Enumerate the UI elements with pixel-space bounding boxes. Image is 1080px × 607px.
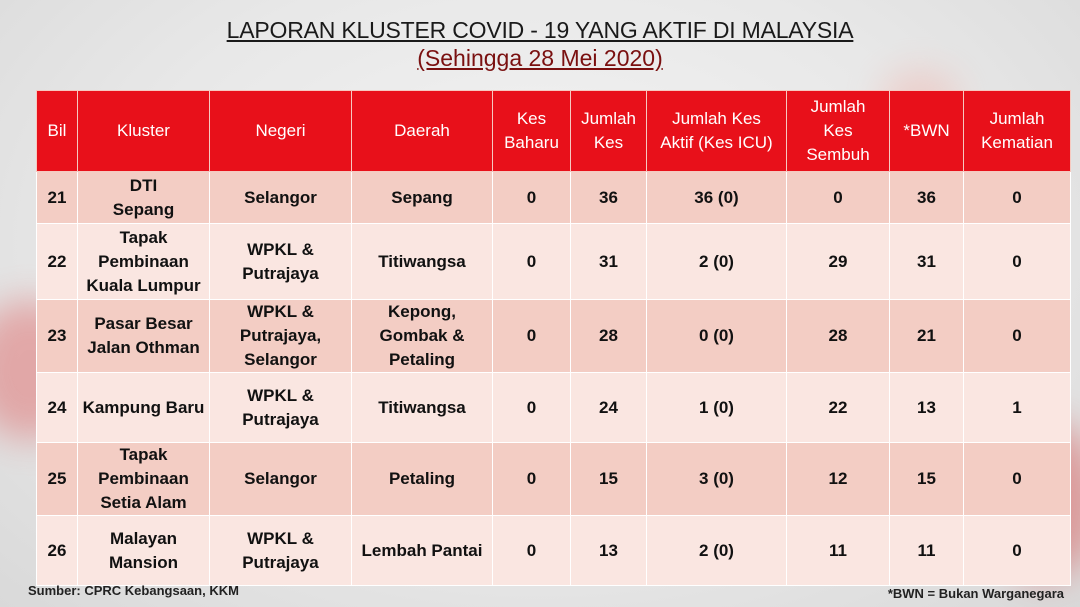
cell-line: Jalan Othman (87, 338, 200, 357)
col-header-negeri: Negeri (210, 91, 352, 172)
cell-line: Selangor (244, 350, 317, 369)
table-row (37, 443, 1071, 516)
cell-line: Lembah Pantai (361, 540, 483, 560)
cell-daerah (352, 300, 493, 373)
header-line: Jumlah (581, 109, 636, 128)
table-header-row (37, 91, 1071, 172)
cell-bil: 25 (37, 443, 78, 516)
cell-line: Kepong, (388, 302, 456, 321)
cell-jumlah-kes: 13 (571, 516, 647, 586)
header-line: Kematian (981, 133, 1053, 152)
col-header-jumlah-kes-sembuh (787, 91, 890, 172)
cell-jumlah-kes: 15 (571, 443, 647, 516)
cell-jumlah-kematian: 0 (964, 224, 1071, 300)
cell-negeri (210, 516, 352, 586)
cell-bwn: 15 (890, 443, 964, 516)
cell-bil: 26 (37, 516, 78, 586)
col-header-jumlah-kes-aktif (647, 91, 787, 172)
cell-daerah (352, 516, 493, 586)
table-row (37, 172, 1071, 224)
cell-line: Tapak (119, 445, 168, 464)
col-header-jumlah-kematian (964, 91, 1071, 172)
cell-line: Gombak & (379, 326, 465, 345)
cell-daerah (352, 172, 493, 224)
cell-jumlah-kematian: 1 (964, 373, 1071, 443)
cell-negeri (210, 224, 352, 300)
cell-line: Malayan (109, 528, 178, 548)
bwn-footnote: *BWN = Bukan Warganegara (887, 586, 1064, 601)
cell-kes-baharu: 0 (493, 300, 571, 373)
header-line: Jumlah (810, 97, 866, 116)
cell-line: Selangor (244, 469, 317, 488)
cell-jumlah-kes-aktif: 1 (0) (647, 373, 787, 443)
cell-bwn: 13 (890, 373, 964, 443)
cell-line: Putrajaya (242, 552, 319, 572)
cell-jumlah-kematian: 0 (964, 172, 1071, 224)
cell-bwn: 11 (890, 516, 964, 586)
header-line: Kes (516, 109, 547, 128)
header-line: Jumlah Kes (672, 109, 761, 128)
table-row (37, 300, 1071, 373)
cell-jumlah-kes-sembuh: 28 (787, 300, 890, 373)
cell-bil: 23 (37, 300, 78, 373)
cell-line: Sepang (391, 187, 453, 207)
cell-kluster (78, 224, 210, 300)
cell-jumlah-kes-aktif: 2 (0) (647, 516, 787, 586)
cell-jumlah-kes-sembuh: 29 (787, 224, 890, 300)
cell-line: Selangor (244, 187, 317, 207)
cell-jumlah-kes-aktif: 36 (0) (647, 172, 787, 224)
table-body (37, 172, 1071, 586)
cell-line: Titiwangsa (378, 251, 466, 271)
cell-jumlah-kematian: 0 (964, 516, 1071, 586)
cell-negeri (210, 172, 352, 224)
cell-kes-baharu: 0 (493, 224, 571, 300)
table-row (37, 224, 1071, 300)
table-row (37, 373, 1071, 443)
cell-kluster (78, 373, 210, 443)
table-row (37, 516, 1071, 586)
cell-line: Pembinaan (98, 469, 189, 488)
cell-line: Putrajaya (242, 263, 319, 283)
header-line: Baharu (504, 133, 559, 152)
col-header-kluster: Kluster (78, 91, 210, 172)
cell-negeri (210, 300, 352, 373)
header-line: Kes (593, 133, 624, 152)
cell-line: Pembinaan (98, 251, 189, 271)
col-header-bil: Bil (37, 91, 78, 172)
cell-line: WPKL & (247, 528, 314, 548)
cell-kluster (78, 516, 210, 586)
source-note: Sumber: CPRC Kebangsaan, KKM (28, 583, 239, 598)
cell-bwn: 21 (890, 300, 964, 373)
cell-jumlah-kes-sembuh: 12 (787, 443, 890, 516)
cell-kes-baharu: 0 (493, 172, 571, 224)
cell-line: Pasar Besar (94, 314, 193, 333)
cell-line: Mansion (109, 552, 178, 572)
header-line: Jumlah (989, 109, 1045, 128)
cell-bil: 22 (37, 224, 78, 300)
cell-jumlah-kes-aktif: 2 (0) (647, 224, 787, 300)
header-line: Aktif (Kes ICU) (660, 133, 773, 152)
cluster-table (36, 90, 1071, 586)
cell-bil: 24 (37, 373, 78, 443)
cell-jumlah-kes: 24 (571, 373, 647, 443)
cell-kes-baharu: 0 (493, 516, 571, 586)
cell-line: WPKL & (247, 302, 314, 321)
heading (0, 16, 1080, 72)
cell-line: Kuala Lumpur (86, 275, 201, 295)
cell-jumlah-kes-sembuh: 22 (787, 373, 890, 443)
cell-line: DTI (129, 175, 158, 195)
cell-line: WPKL & (247, 239, 314, 259)
cell-daerah (352, 443, 493, 516)
col-header-kes-baharu (493, 91, 571, 172)
col-header-daerah: Daerah (352, 91, 493, 172)
cell-jumlah-kematian: 0 (964, 300, 1071, 373)
cell-line: Petaling (388, 350, 456, 369)
cell-line: Titiwangsa (378, 397, 466, 417)
cell-bwn: 36 (890, 172, 964, 224)
cell-jumlah-kes: 28 (571, 300, 647, 373)
header-line: Kes (823, 121, 853, 140)
page-subtitle: (Sehingga 28 Mei 2020) (417, 45, 663, 71)
cell-jumlah-kes-sembuh: 11 (787, 516, 890, 586)
cell-line: Sepang (112, 199, 175, 219)
cell-line: Setia Alam (100, 493, 187, 512)
cell-line: Kampung Baru (82, 397, 205, 417)
cell-line: Putrajaya (242, 409, 319, 429)
cell-bil: 21 (37, 172, 78, 224)
col-header-bwn: *BWN (890, 91, 964, 172)
cell-jumlah-kematian: 0 (964, 443, 1071, 516)
cell-bwn: 31 (890, 224, 964, 300)
cell-line: Petaling (388, 469, 456, 488)
cell-negeri (210, 373, 352, 443)
header-line: Sembuh (806, 145, 870, 164)
cell-kluster (78, 443, 210, 516)
cell-jumlah-kes: 36 (571, 172, 647, 224)
cell-line: Tapak (119, 227, 168, 247)
cell-kes-baharu: 0 (493, 443, 571, 516)
cell-jumlah-kes: 31 (571, 224, 647, 300)
col-header-jumlah-kes (571, 91, 647, 172)
cell-kluster (78, 172, 210, 224)
cell-daerah (352, 224, 493, 300)
cell-jumlah-kes-sembuh: 0 (787, 172, 890, 224)
cell-daerah (352, 373, 493, 443)
cell-line: WPKL & (247, 385, 314, 405)
cell-jumlah-kes-aktif: 0 (0) (647, 300, 787, 373)
cell-line: Putrajaya, (239, 326, 322, 345)
cell-kluster (78, 300, 210, 373)
cell-kes-baharu: 0 (493, 373, 571, 443)
cell-jumlah-kes-aktif: 3 (0) (647, 443, 787, 516)
cell-negeri (210, 443, 352, 516)
page-title: LAPORAN KLUSTER COVID - 19 YANG AKTIF DI MALAYSIA (226, 17, 854, 43)
